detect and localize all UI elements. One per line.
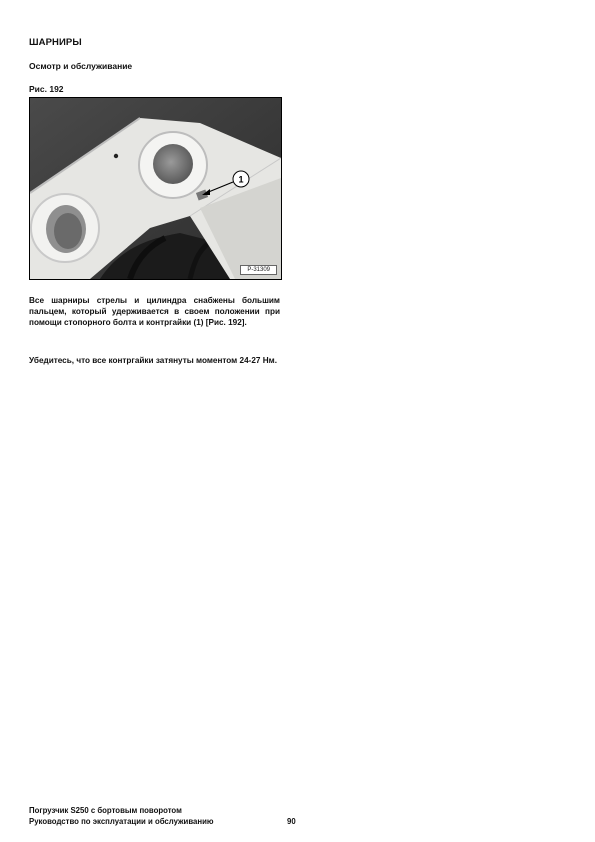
subsection-title: Осмотр и обслуживание	[29, 61, 133, 71]
figure-photo	[29, 97, 282, 280]
figure-id: P-31309	[240, 265, 277, 275]
paragraph-2: Убедитесь, что все контргайки затянуты моментом 24-27 Нм.	[29, 356, 277, 365]
pin	[153, 144, 193, 184]
section-title: ШАРНИРЫ	[29, 37, 82, 48]
photo-illustration	[30, 98, 281, 279]
figure-label: Рис. 192	[29, 84, 64, 94]
footer-manual-title: Руководство по эксплуатации и обслуживанию	[29, 817, 214, 826]
callout-number: 1	[238, 174, 244, 185]
paragraph-1: Все шарниры стрелы и цилиндра снабжены большим пальцем, который удерживается в своем положении при помощи стопорного болта и контргайки (1) [Рис. 192].	[29, 296, 280, 328]
page-number: 90	[287, 817, 296, 826]
footer-product: Погрузчик S250 с бортовым поворотом	[29, 806, 182, 815]
